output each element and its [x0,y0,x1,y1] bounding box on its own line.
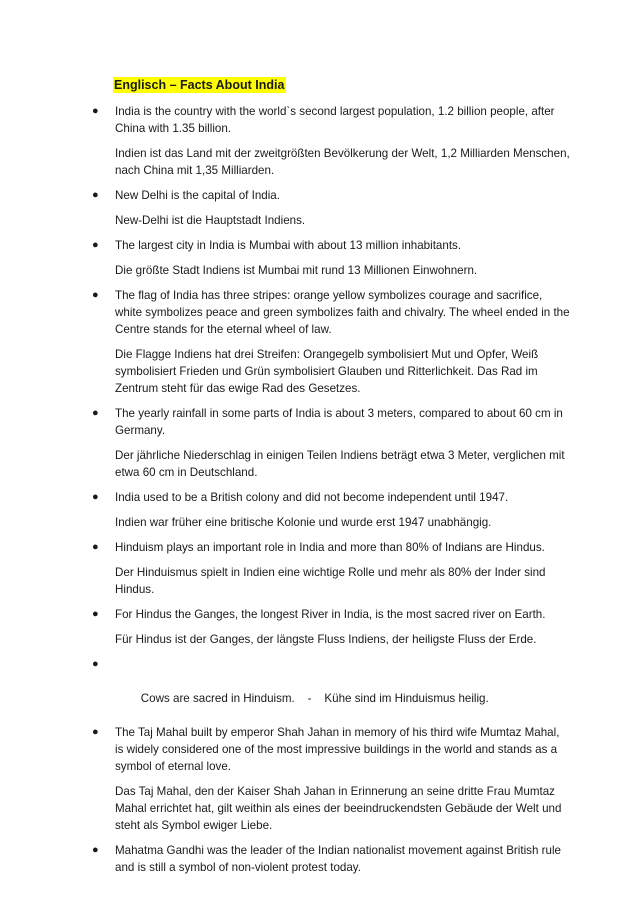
fact-english-text: Mahatma Gandhi was the leader of the Indian nationalist movement against British rule and is still a symbol of non-violent protest today. [115,844,561,874]
fact-english [92,842,570,876]
fact-item [92,606,570,648]
fact-english-text: India used to be a British colony and did not become independent until 1947. [115,491,509,504]
fact-english-text: The largest city in India is Mumbai with about 13 million inhabitants. [115,239,462,252]
title-highlight: Englisch – Facts About India [114,78,285,92]
page-title [113,77,286,93]
facts-list [92,103,570,884]
fact-item [92,405,570,481]
fact-english [92,287,570,338]
fact-english-text: The flag of India has three stripes: orange yellow symbolizes courage and sacrifice, white symbolizes peace and green symbolizes faith and chivalry. The wheel ended in the Centre stands for the eternal wheel of law. [115,289,570,336]
fact-english-text: The Taj Mahal built by emperor Shah Jahan in memory of his third wife Mumtaz Mahal, is widely considered one of the most impressive buildings in the world and stands as a symbol of eternal love. [115,726,560,773]
fact-item [92,187,570,229]
fact-english-text: Cows are sacred in Hinduism. - Kühe sind im Hinduismus heilig. [140,692,489,705]
fact-item [92,724,570,834]
bullet-icon: ● [92,239,99,251]
fact-german: Indien war früher eine britische Kolonie und wurde erst 1947 unabhängig. [115,516,492,529]
fact-english [92,187,570,204]
bullet-icon: ● [92,105,99,117]
fact-english [92,103,570,137]
bullet-icon: ● [92,844,99,856]
fact-german: Die größte Stadt Indiens ist Mumbai mit rund 13 Millionen Einwohnern. [115,264,478,277]
fact-german: Das Taj Mahal, den der Kaiser Shah Jahan in Erinnerung an seine dritte Frau Mumtaz Mahal errichtet hat, gilt weithin als eines der beeindruckendsten Gebäude der Welt und steht als Symbol ewiger Liebe. [115,785,562,832]
fact-item [92,656,570,724]
fact-german: New-Delhi ist die Hauptstadt Indiens. [115,214,306,227]
fact-english [92,489,570,506]
fact-english [92,606,570,623]
bullet-icon: ● [92,491,99,503]
fact-german: Der jährliche Niederschlag in einigen Teilen Indiens beträgt etwa 3 Meter, verglichen mit etwa 60 cm in Deutschland. [115,449,565,479]
fact-item [92,237,570,279]
fact-english [92,656,570,724]
fact-english-text: Hinduism plays an important role in India and more than 80% of Indians are Hindus. [115,541,545,554]
fact-english-text: India is the country with the world`s second largest population, 1.2 billion people, after China with 1.35 billion. [115,105,555,135]
bullet-icon: ● [92,407,99,419]
bullet-icon: ● [92,608,99,620]
fact-english-text: For Hindus the Ganges, the longest River in India, is the most sacred river on Earth. [115,608,546,621]
fact-english [92,237,570,254]
fact-item [92,842,570,876]
bullet-icon: ● [92,541,99,553]
fact-english [92,539,570,556]
bullet-icon: ● [92,189,99,201]
bullet-icon: ● [92,726,99,738]
fact-german: Indien ist das Land mit der zweitgrößten Bevölkerung der Welt, 1,2 Milliarden Menschen, nach China mit 1,35 Milliarden. [115,147,570,177]
fact-german: Für Hindus ist der Ganges, der längste Fluss Indiens, der heiligste Fluss der Erde. [115,633,537,646]
fact-item [92,489,570,531]
fact-english-text: The yearly rainfall in some parts of India is about 3 meters, compared to about 60 cm in Germany. [115,407,563,437]
fact-item [92,539,570,598]
bullet-icon: ● [92,289,99,301]
fact-german: Die Flagge Indiens hat drei Streifen: Orangegelb symbolisiert Mut und Opfer, Weiß symbolisiert Frieden und Grün symbolisiert Glauben und Ritterlichkeit. Das Rad im Zentrum steht für das ewige Rad des Gesetzes. [115,348,539,395]
fact-item [92,103,570,179]
fact-german: Der Hinduismus spielt in Indien eine wichtige Rolle und mehr als 80% der Inder sind Hindus. [115,566,546,596]
fact-english-text: New Delhi is the capital of India. [115,189,280,202]
fact-english [92,724,570,775]
bullet-icon: ● [92,658,99,670]
fact-english [92,405,570,439]
fact-item [92,287,570,397]
